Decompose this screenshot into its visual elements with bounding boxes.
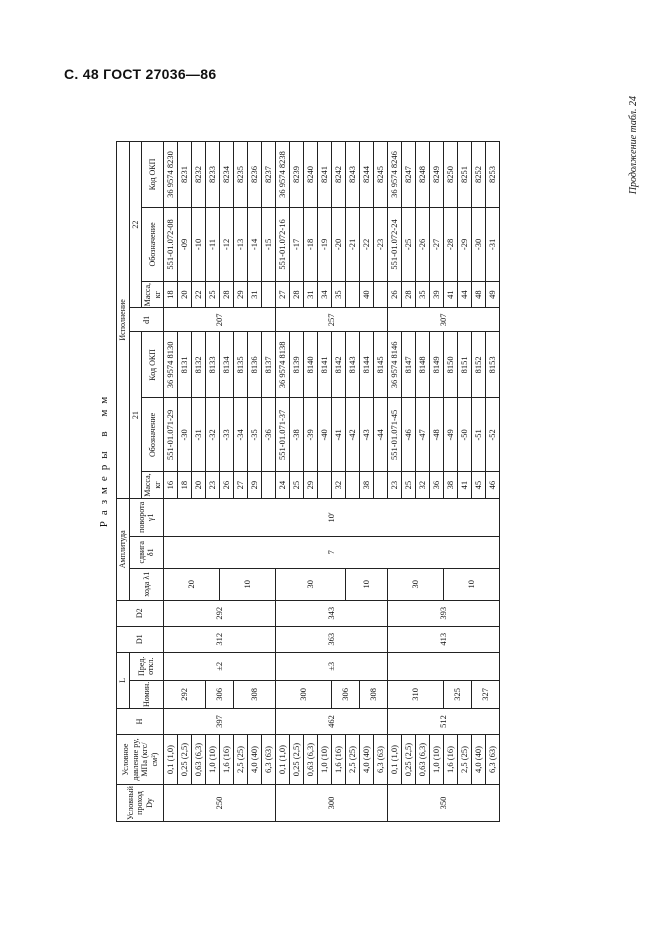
cell-mass-21: 32 [416,472,430,498]
cell-mass-22: 28 [402,281,416,307]
cell-okp-21: 8143 [346,332,360,398]
cell-designation-21: -47 [416,398,430,472]
col-designation-21: Обозначение [142,398,164,472]
cell-mass-21: 23 [388,472,402,498]
cell-pressure: 0,1 (1,0) [388,735,402,785]
cell-mass-21: 41 [458,472,472,498]
cell-okp-22: 8241 [318,141,332,207]
cell-pressure: 0,1 (1,0) [276,735,290,785]
cell-okp-21: 8149 [430,332,444,398]
cell-okp-22: 8240 [304,141,318,207]
cell-pressure: 4,0 (40) [360,735,374,785]
cell-mass-22: 27 [276,281,290,307]
cell-mass-21: 18 [178,472,192,498]
cell-designation-21: -33 [220,398,234,472]
cell-designation-22: -27 [430,207,444,281]
cell-okp-21: 36 9574 8138 [276,332,290,398]
cell-okp-21: 8153 [486,332,500,398]
cell-mass-21: 26 [220,472,234,498]
cell-designation-21: -30 [178,398,192,472]
cell-L-nom: 300 [276,680,332,708]
cell-designation-21: -50 [458,398,472,472]
cell-L-dev [388,652,500,680]
cell-mass-21: 46 [486,472,500,498]
cell-mass-22: 31 [304,281,318,307]
col-turn: поворота γ1 [129,498,164,536]
cell-designation-22: -13 [234,207,248,281]
cell-designation-21: -52 [486,398,500,472]
cell-pressure: 4,0 (40) [248,735,262,785]
cell-D2: 393 [388,600,500,626]
cell-okp-21: 8131 [178,332,192,398]
cell-mass-21: 24 [276,472,290,498]
cell-H: 397 [164,709,276,735]
cell-mass-21: 27 [234,472,248,498]
cell-okp-22: 8252 [472,141,486,207]
cell-okp-22: 8248 [416,141,430,207]
cell-L-dev: ±2 [164,652,276,680]
cell-mass-22: 40 [360,281,374,307]
cell-pressure: 6,3 (63) [374,735,388,785]
cell-okp-22: 8232 [192,141,206,207]
cell-mass-21 [262,472,276,498]
cell-designation-21: -51 [472,398,486,472]
cell-d1: 207 [164,308,276,332]
cell-okp-22: 36 9574 8230 [164,141,178,207]
cell-mass-21: 45 [472,472,486,498]
cell-L-nom: 325 [444,680,472,708]
col-H: H [117,709,164,735]
cell-L-nom: 306 [332,680,360,708]
cell-mass-21: 38 [444,472,458,498]
cell-pressure: 1,6 (16) [332,735,346,785]
cell-L-nom: 292 [164,680,206,708]
cell-okp-22: 8234 [220,141,234,207]
cell-okp-21: 8140 [304,332,318,398]
cell-designation-22: -20 [332,207,346,281]
cell-mass-22: 25 [206,281,220,307]
cell-designation-22: -30 [472,207,486,281]
cell-mass-21: 25 [290,472,304,498]
cell-stroke: 10 [444,568,500,600]
cell-designation-21: -40 [318,398,332,472]
cell-designation-22: -11 [206,207,220,281]
table-row [164,141,178,821]
cell-H: 512 [388,709,500,735]
cell-D1: 413 [388,626,500,652]
col-L: L [117,652,130,708]
cell-D2: 343 [276,600,388,626]
cell-designation-21: -48 [430,398,444,472]
col-pressure: Условное давление py, МПа (кгс/см²) [117,735,164,785]
cell-designation-22: -28 [444,207,458,281]
cell-pressure: 2,5 (25) [234,735,248,785]
cell-pressure: 2,5 (25) [458,735,472,785]
cell-D1: 312 [164,626,276,652]
cell-okp-22: 8243 [346,141,360,207]
cell-stroke: 30 [388,568,444,600]
cell-designation-22: -22 [360,207,374,281]
col-exec-21: 21 [129,332,142,498]
cell-mass-22: 35 [416,281,430,307]
page-header: С. 48 ГОСТ 27036—86 [64,66,217,82]
cell-mass-22: 49 [486,281,500,307]
cell-designation-21: -32 [206,398,220,472]
cell-designation-21: -46 [402,398,416,472]
cell-okp-22: 8249 [430,141,444,207]
cell-pressure: 1,6 (16) [220,735,234,785]
cell-okp-22: 8247 [402,141,416,207]
cell-L-nom: 306 [206,680,234,708]
cell-pressure: 1,0 (10) [318,735,332,785]
cell-okp-21: 8145 [374,332,388,398]
cell-okp-21: 8134 [220,332,234,398]
cell-designation-22: -12 [220,207,234,281]
cell-L-nom: 327 [472,680,500,708]
cell-mass-22: 18 [164,281,178,307]
dimensions-table [116,141,500,822]
cell-mass-22: 48 [472,281,486,307]
cell-okp-22: 8233 [206,141,220,207]
col-okp-22: Код ОКП [142,141,164,207]
cell-designation-22: -17 [290,207,304,281]
cell-dn: 250 [164,785,276,822]
cell-okp-21: 8147 [402,332,416,398]
cell-L-nom: 310 [388,680,444,708]
cell-designation-21: 551-01.071-37 [276,398,290,472]
cell-designation-22: -31 [486,207,500,281]
cell-stroke: 20 [164,568,220,600]
col-dn: Условный проход Dy [117,785,164,822]
cell-okp-22: 8242 [332,141,346,207]
cell-mass-22: 22 [192,281,206,307]
cell-okp-21: 8137 [262,332,276,398]
cell-designation-21: -38 [290,398,304,472]
col-mass-21: Масса, кг [143,473,162,497]
cell-mass-22: 35 [332,281,346,307]
cell-mass-22: 39 [430,281,444,307]
cell-d1: 307 [388,308,500,332]
cell-okp-22: 36 9574 8238 [276,141,290,207]
cell-designation-22: 551-01.072-16 [276,207,290,281]
cell-designation-21: -41 [332,398,346,472]
cell-pressure: 0,1 (1,0) [164,735,178,785]
cell-stroke: 30 [276,568,346,600]
cell-designation-22: 551-01.072-24 [388,207,402,281]
cell-okp-21: 8150 [444,332,458,398]
cell-mass-21: 38 [360,472,374,498]
cell-okp-21: 8136 [248,332,262,398]
col-d1: d1 [129,308,164,332]
cell-mass-22 [374,281,388,307]
cell-pressure: 4,0 (40) [472,735,486,785]
cell-D1: 363 [276,626,388,652]
cell-designation-21: -39 [304,398,318,472]
cell-mass-21: 23 [206,472,220,498]
cell-designation-21: 551-01.071-29 [164,398,178,472]
cell-stroke: 10 [220,568,276,600]
cell-okp-21: 36 9574 8130 [164,332,178,398]
cell-designation-21: -31 [192,398,206,472]
table-title: Размеры в мм [98,390,110,528]
cell-mass-21: 32 [332,472,346,498]
cell-designation-22: -15 [262,207,276,281]
cell-okp-22: 8253 [486,141,500,207]
cell-designation-22: -09 [178,207,192,281]
cell-pressure: 2,5 (25) [346,735,360,785]
cell-L-dev: ±3 [276,652,388,680]
cell-d1: 257 [276,308,388,332]
cell-mass-21: 16 [164,472,178,498]
cell-shift: 7 [164,536,500,568]
cell-mass-21: 25 [402,472,416,498]
col-D1: D1 [117,626,164,652]
cell-L-nom: 308 [360,680,388,708]
cell-okp-22: 8237 [262,141,276,207]
table-body [164,141,500,821]
cell-okp-22: 8236 [248,141,262,207]
cell-okp-21: 36 9574 8146 [388,332,402,398]
cell-okp-21: 8139 [290,332,304,398]
table-row [276,141,290,821]
cell-mass-22: 41 [444,281,458,307]
cell-pressure: 0,25 (2,5) [402,735,416,785]
cell-designation-22: -21 [346,207,360,281]
cell-mass-21: 36 [430,472,444,498]
cell-okp-22: 8235 [234,141,248,207]
cell-pressure: 0,63 (6,3) [416,735,430,785]
cell-stroke: 10 [346,568,388,600]
cell-designation-21: -49 [444,398,458,472]
cell-okp-21: 8144 [360,332,374,398]
cell-designation-21: -42 [346,398,360,472]
cell-mass-22: 31 [248,281,262,307]
cell-designation-21: -44 [374,398,388,472]
cell-L-nom: 308 [234,680,276,708]
cell-D2: 292 [164,600,276,626]
cell-pressure: 6,3 (63) [262,735,276,785]
col-designation-22: Обозначение [142,207,164,281]
cell-okp-22: 8239 [290,141,304,207]
cell-okp-21: 8142 [332,332,346,398]
cell-designation-22: -23 [374,207,388,281]
cell-mass-22: 20 [178,281,192,307]
cell-dn: 300 [276,785,388,822]
cell-okp-22: 8250 [444,141,458,207]
cell-okp-21: 8135 [234,332,248,398]
cell-designation-22: -14 [248,207,262,281]
col-L-dev: Пред. откл. [129,652,164,680]
cell-okp-22: 8245 [374,141,388,207]
cell-designation-21: -36 [262,398,276,472]
cell-okp-22: 36 9574 8246 [388,141,402,207]
cell-pressure: 1,0 (10) [206,735,220,785]
cell-turn: 10′ [164,498,500,536]
col-okp-21: Код ОКП [142,332,164,398]
table-continuation-note: Продолжение табл. 24 [628,96,639,195]
cell-mass-22: 26 [388,281,402,307]
cell-H: 462 [276,709,388,735]
cell-designation-21: -35 [248,398,262,472]
cell-okp-22: 8251 [458,141,472,207]
rotated-table-area [96,96,566,822]
col-execution: Исполнение [117,141,130,498]
col-exec-22: 22 [129,141,142,307]
cell-mass-22 [346,281,360,307]
cell-mass-22: 28 [220,281,234,307]
cell-pressure: 0,63 (6,3) [192,735,206,785]
col-shift: сдвига δ1 [129,536,164,568]
cell-mass-21: 20 [192,472,206,498]
cell-designation-22: -18 [304,207,318,281]
col-amplitude: Амплитуда [117,498,130,600]
cell-designation-22: -10 [192,207,206,281]
col-L-nom: Номин. [129,680,164,708]
col-D2: D2 [117,600,164,626]
col-stroke: хода λ1 [129,568,164,600]
cell-mass-21: 29 [304,472,318,498]
cell-designation-22: -26 [416,207,430,281]
cell-okp-21: 8152 [472,332,486,398]
cell-designation-22: 551-01.072-08 [164,207,178,281]
cell-mass-21: 29 [248,472,262,498]
cell-mass-22: 44 [458,281,472,307]
cell-designation-22: -29 [458,207,472,281]
cell-okp-22: 8244 [360,141,374,207]
cell-designation-22: -25 [402,207,416,281]
cell-mass-22 [262,281,276,307]
cell-pressure: 0,63 (6,3) [304,735,318,785]
cell-mass-21 [374,472,388,498]
cell-mass-22: 28 [290,281,304,307]
cell-okp-21: 8148 [416,332,430,398]
cell-mass-22: 29 [234,281,248,307]
cell-designation-22: -19 [318,207,332,281]
cell-mass-21 [318,472,332,498]
cell-okp-21: 8132 [192,332,206,398]
cell-okp-22: 8231 [178,141,192,207]
table-row [388,141,402,821]
cell-mass-22: 34 [318,281,332,307]
cell-pressure: 0,25 (2,5) [290,735,304,785]
cell-designation-21: 551-01.071-45 [388,398,402,472]
cell-dn: 350 [388,785,500,822]
cell-pressure: 6,3 (63) [486,735,500,785]
cell-okp-21: 8141 [318,332,332,398]
cell-pressure: 1,6 (16) [444,735,458,785]
cell-okp-21: 8151 [458,332,472,398]
cell-mass-21 [346,472,360,498]
cell-designation-21: -34 [234,398,248,472]
cell-pressure: 0,25 (2,5) [178,735,192,785]
cell-pressure: 1,0 (10) [430,735,444,785]
cell-designation-21: -43 [360,398,374,472]
col-mass-22: Масса, кг [143,282,162,307]
cell-okp-21: 8133 [206,332,220,398]
